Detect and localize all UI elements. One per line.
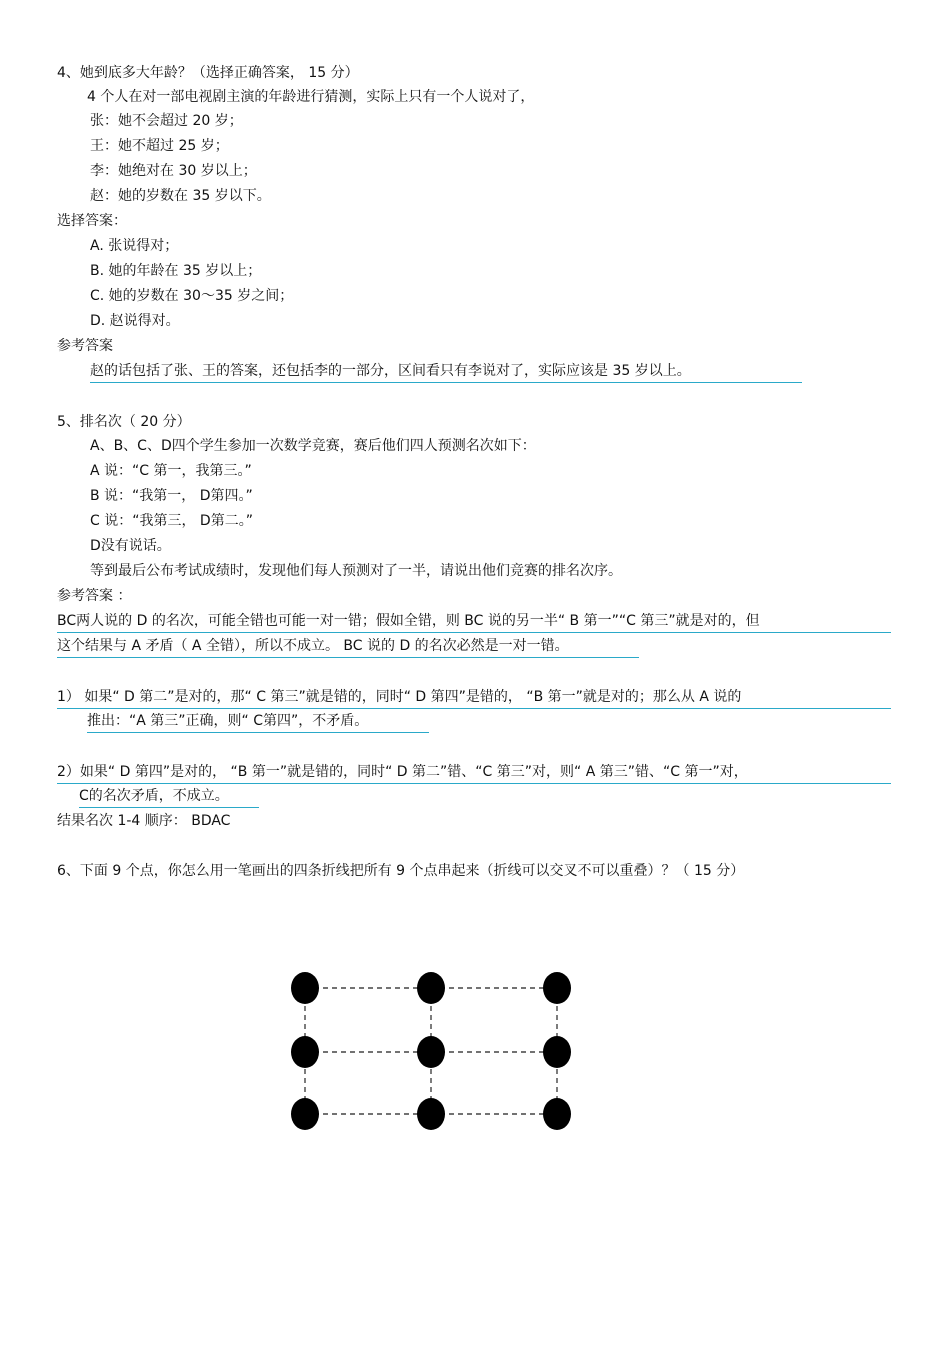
q5-intro: A、B、C、D四个学生参加一次数学竞赛，赛后他们四人预测名次如下： [90,438,536,454]
q5-case1-line-1: 1） 如果“ D 第二”是对的，那“ C 第三”就是错的，同时“ D 第四”是错的， “B 第一”就是对的；那么从 A 说的 [57,688,891,709]
q5-ref-label: 参考答案 ： [57,588,132,604]
q5-b-says: B 说：“我第一， D第四。” [90,488,253,504]
q5-a-says: A 说：“C 第一，我第三。” [90,463,252,479]
q5-c-says: C 说：“我第三， D第二。” [90,513,253,529]
dot [291,1036,319,1068]
q4-statement-wang: 王：她不超过 25 岁； [90,138,229,154]
q5-answer-line-2: 这个结果与 A 矛盾（ A 全错），所以不成立。 BC 说的 D 的名次必然是一对一错。 [57,637,639,658]
q5-d-silent: D没有说话。 [90,538,171,554]
q4-statement-li: 李：她绝对在 30 岁以上； [90,163,257,179]
dot [291,1098,319,1130]
q4-intro: 4 个人在对一部电视剧主演的年龄进行猜测，实际上只有一个人说对了， [87,89,535,105]
q5-case2-line-2: C的名次矛盾，不成立。 [79,787,259,808]
q5-condition: 等到最后公布考试成绩时，发现他们每人预测对了一半，请说出他们竞赛的排名次序。 [90,563,622,579]
q5-case1-line-2: 推出：“A 第三”正确，则“ C第四”，不矛盾。 [87,712,429,733]
q5-title: 5、排名次（ 20 分） [57,414,191,430]
q4-ref-label: 参考答案 [57,338,113,354]
q4-option-d: D. 赵说得对。 [90,313,180,329]
q4-option-a: A. 张说得对； [90,238,179,254]
dot [291,972,319,1004]
q4-statement-zhao: 赵：她的岁数在 35 岁以下。 [90,188,271,204]
q5-result: 结果名次 1-4 顺序： BDAC [57,813,231,829]
dot [417,972,445,1004]
q4-option-b: B. 她的年龄在 35 岁以上； [90,263,262,279]
dot [417,1098,445,1130]
q5-case2-line-1: 2）如果“ D 第四”是对的， “B 第一”就是错的，同时“ D 第二”错、“C 第三”对，则“ A 第三”错、“C 第一”对， [57,763,891,784]
q4-option-c: C. 她的岁数在 30～35 岁之间； [90,288,294,304]
q4-statement-zhang: 张：她不会超过 20 岁； [90,113,243,129]
dot [543,972,571,1004]
q4-choose-label: 选择答案： [57,213,127,229]
q4-answer: 赵的话包括了张、王的答案，还包括李的一部分，区间看只有李说对了，实际应该是 35 岁以上。 [90,362,802,383]
q4-title: 4、她到底多大年龄？（选择正确答案， 15 分） [57,65,359,81]
nine-dot-grid [280,960,590,1150]
dot [417,1036,445,1068]
q6-title: 6、下面 9 个点，你怎么用一笔画出的四条折线把所有 9 个点串起来（折线可以交叉不可以重叠）？（ 15 分） [57,863,745,879]
q5-answer-line-1: BC两人说的 D 的名次，可能全错也可能一对一错；假如全错，则 BC 说的另一半“ B 第一”“C 第三”就是对的，但 [57,612,891,633]
dot [543,1036,571,1068]
dot [543,1098,571,1130]
